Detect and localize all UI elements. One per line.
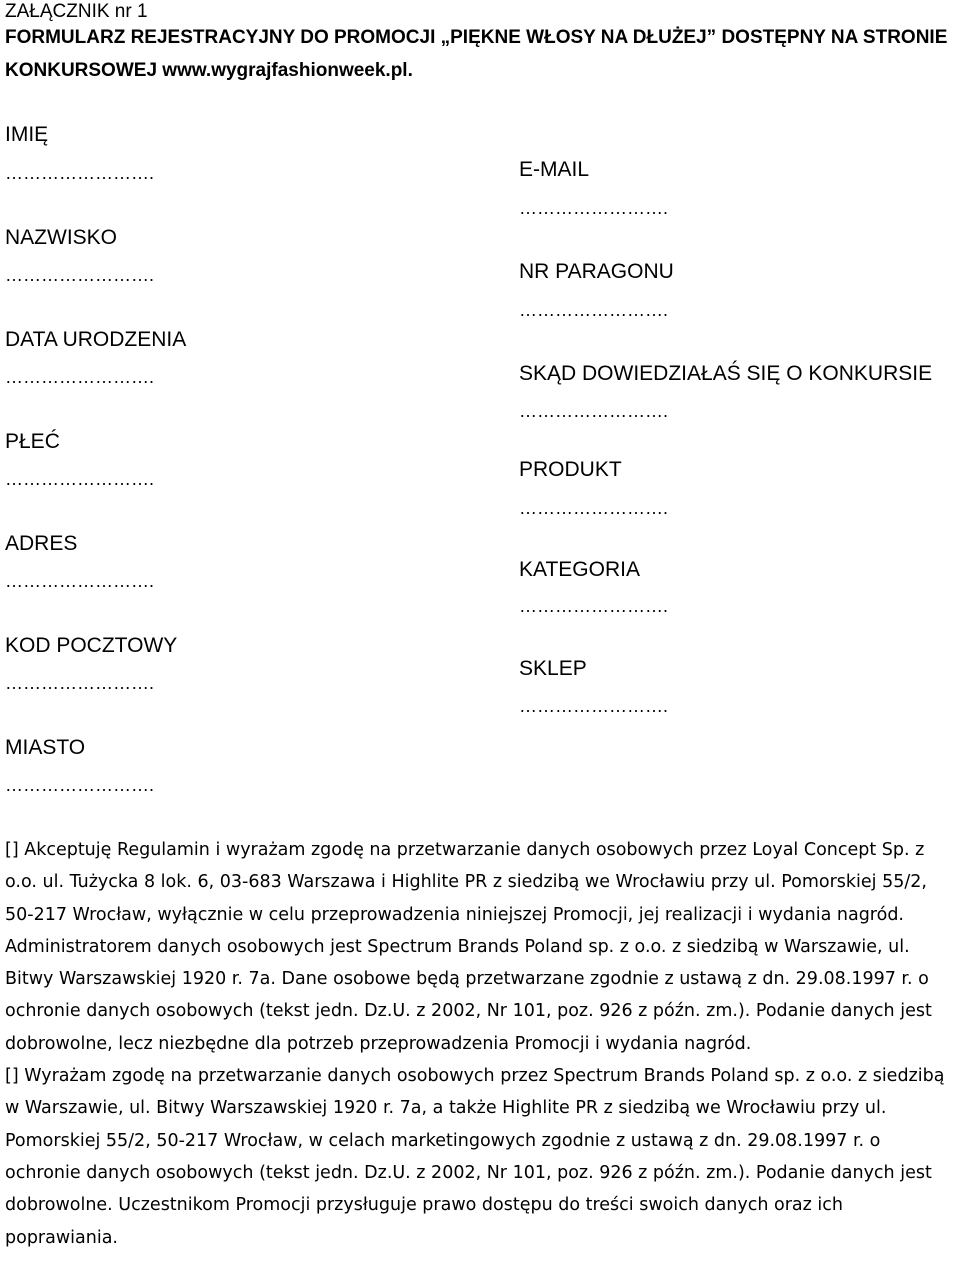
field-input-source[interactable]: …………………….: [519, 401, 669, 421]
field-label-receipt-number: NR PARAGONU: [519, 260, 674, 283]
field-label-email: E-MAIL: [519, 158, 590, 181]
field-input-gender[interactable]: …………………….: [5, 469, 155, 489]
field-label-last-name: NAZWISKO: [5, 226, 118, 249]
form-title-line-2: KONKURSOWEJ www.wygrajfashionweek.pl.: [5, 60, 413, 81]
field-input-product[interactable]: …………………….: [519, 498, 669, 518]
field-label-store: SKLEP: [519, 657, 587, 680]
field-label-city: MIASTO: [5, 736, 86, 759]
field-label-postal-code: KOD POCZTOWY: [5, 634, 178, 657]
field-input-last-name[interactable]: …………………….: [5, 265, 155, 285]
field-input-receipt-number[interactable]: …………………….: [519, 300, 669, 320]
field-input-city[interactable]: …………………….: [5, 775, 155, 795]
field-label-birth-date: DATA URODZENIA: [5, 328, 187, 351]
field-label-source: SKĄD DOWIEDZIAŁAŚ SIĘ O KONKURSIE: [519, 362, 933, 385]
field-label-category: KATEGORIA: [519, 558, 640, 581]
field-label-gender: PŁEĆ: [5, 430, 60, 453]
field-input-email[interactable]: …………………….: [519, 198, 669, 218]
field-input-category[interactable]: …………………….: [519, 596, 669, 616]
field-input-birth-date[interactable]: …………………….: [5, 367, 155, 387]
field-label-product: PRODUKT: [519, 458, 622, 481]
field-label-first-name: IMIĘ: [5, 123, 49, 146]
field-input-address[interactable]: …………………….: [5, 571, 155, 591]
field-input-store[interactable]: …………………….: [519, 696, 669, 716]
consent-section: [5, 834, 957, 1254]
consent-regulations[interactable]: [] Akceptuję Regulamin i wyrażam zgodę na przetwarzanie danych osobowych przez Loyal Concept Sp. z o.o. ul. Tużycka 8 lok. 6, 03-683 Warszawa i Highlite PR z siedzibą we Wrocławiu przy ul. Pomorskiej 55/2, 50-217 Wrocław, wyłącznie w celu przeprowadzenia niniejszej Promocji, jej realizacji i wydania nagród. Administratorem danych osobowych jest Spectrum Brands Poland sp. z o.o. z siedzibą w Warszawie, ul. Bitwy Warszawskiej 1920 r. 7a. Dane osobowe będą przetwarzane zgodnie z ustawą z dn. 29.08.1997 r. o ochronie danych osobowych (tekst jedn. Dz.U. z 2002, Nr 101, poz. 926 z późn. zm.). Podanie danych jest dobrowolne, lecz niezbędne dla potrzeb przeprowadzenia Promocji i wydania nagród.: [5, 840, 932, 1054]
attachment-label: ZAŁĄCZNIK nr 1: [5, 1, 148, 22]
field-input-first-name[interactable]: …………………….: [5, 163, 155, 183]
form-title-line-1: FORMULARZ REJESTRACYJNY DO PROMOCJI „PIĘKNE WŁOSY NA DŁUŻEJ” DOSTĘPNY NA STRONIE: [5, 27, 948, 48]
field-label-address: ADRES: [5, 532, 78, 555]
consent-marketing[interactable]: [] Wyrażam zgodę na przetwarzanie danych osobowych przez Spectrum Brands Poland sp. z o.o. z siedzibą w Warszawie, ul. Bitwy Warszawskiej 1920 r. 7a, a także Highlite PR z siedzibą we Wrocławiu przy ul. Pomorskiej 55/2, 50-217 Wrocław, w celach marketingowych zgodnie z ustawą z dn. 29.08.1997 r. o ochronie danych osobowych (tekst jedn. Dz.U. z 2002, Nr 101, poz. 926 z późn. zm.). Podanie danych jest dobrowolne. Uczestnikom Promocji przysługuje prawo dostępu do treści swoich danych oraz ich poprawiania.: [5, 1066, 945, 1248]
field-input-postal-code[interactable]: …………………….: [5, 673, 155, 693]
